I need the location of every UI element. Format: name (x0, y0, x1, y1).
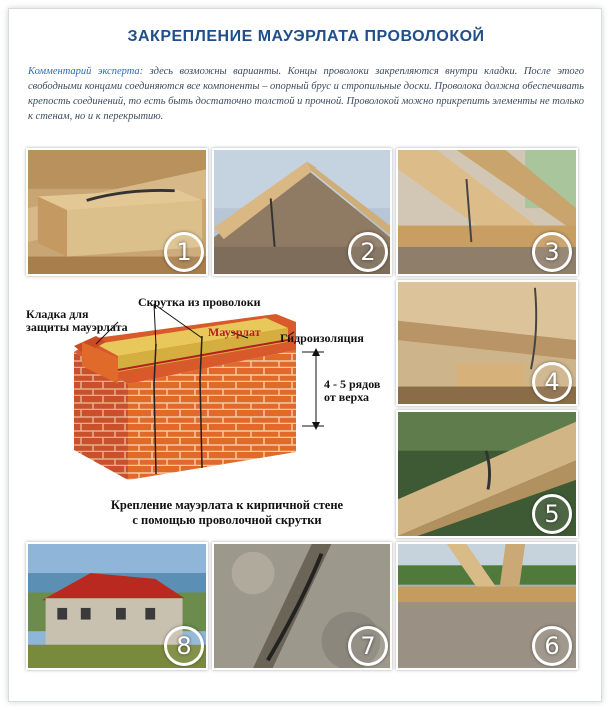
photo-number-badge: 6 (532, 626, 572, 666)
diagram-caption: Крепление мауэрлата к кирпичной стене с помощью проволочной скрутки (110, 498, 344, 527)
brick-wall-diagram (26, 284, 392, 534)
label-rows: 4 - 5 рядов от верха (324, 377, 381, 404)
photo-number-badge: 7 (348, 626, 388, 666)
photo-number-badge: 3 (532, 232, 572, 272)
photo-number-badge: 8 (164, 626, 204, 666)
expert-comment (28, 64, 584, 124)
photo-8 (26, 542, 208, 670)
photo-3 (396, 148, 578, 276)
photo-number-badge: 5 (532, 494, 572, 534)
photo-1 (26, 148, 208, 276)
photo-number-badge: 4 (532, 362, 572, 402)
photo-4 (396, 280, 578, 406)
photo-5 (396, 410, 578, 538)
label-wire-twist: Скрутка из проволоки (138, 295, 261, 309)
label-waterproofing: Гидроизоляция (280, 331, 364, 345)
photo-7 (212, 542, 392, 670)
photo-2 (212, 148, 392, 276)
photo-6 (396, 542, 578, 670)
header-box (14, 14, 598, 124)
label-mauerlat: Мауэрлат (208, 325, 261, 339)
photo-number-badge: 1 (164, 232, 204, 272)
photo-number-badge: 2 (348, 232, 388, 272)
page-title: ЗАКРЕПЛЕНИЕ МАУЭРЛАТА ПРОВОЛОКОЙ (127, 28, 485, 45)
comment-label: Комментарий эксперта: (28, 66, 144, 77)
label-masonry: Кладка для защиты мауэрлата (26, 307, 128, 334)
comment-text: здесь возможны варианты. Концы проволоки закрепляются внутри кладки. После этого свободными концами соединяются все компоненты – опорный брус и стропильные доски. Проволока должна обеспечивать крепость соединений, то есть быть достаточно толстой и прочной. Проволокой можно прикрепить элементы не только к стенам, но и к перекрытию. (28, 66, 584, 122)
